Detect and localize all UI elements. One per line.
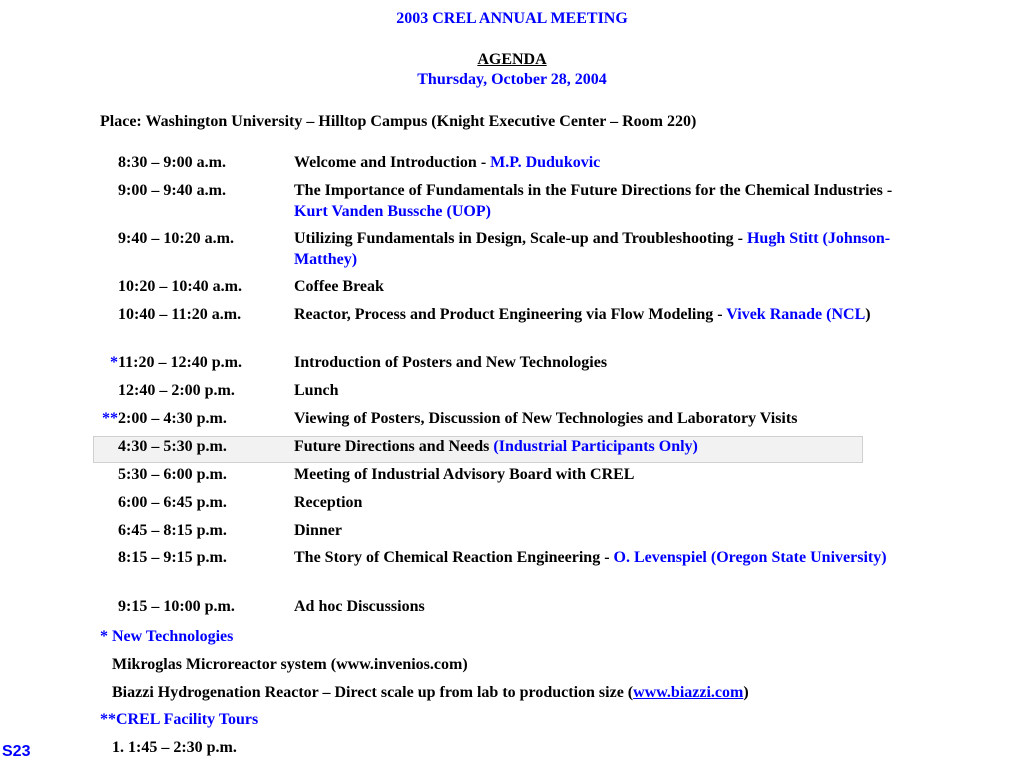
agenda-time: 5:30 – 6:00 p.m. — [118, 466, 227, 483]
agenda-time: 10:40 – 11:20 a.m. — [118, 306, 242, 323]
agenda-time: 11:20 – 12:40 p.m. — [118, 354, 242, 371]
agenda-title: Lunch — [294, 382, 339, 399]
agenda-time: 9:40 – 10:20 a.m. — [118, 230, 234, 247]
agenda-description — [294, 409, 894, 430]
agenda-title: Future Directions and Needs — [294, 438, 494, 455]
agenda-time: 9:00 – 9:40 a.m. — [118, 182, 226, 199]
agenda-description — [294, 277, 894, 298]
technology-item-text: Biazzi Hydrogenation Reactor – Direct scale up from lab to production size ( — [112, 684, 634, 701]
agenda-marker: ** — [102, 410, 118, 427]
agenda-title: The Story of Chemical Reaction Engineering - — [294, 549, 614, 566]
agenda-time: 12:40 – 2:00 p.m. — [118, 382, 235, 399]
agenda-time: 8:15 – 9:15 p.m. — [118, 549, 227, 566]
meeting-place: Place: Washington University – Hilltop Campus (Knight Executive Center – Room 220) — [100, 113, 697, 130]
agenda-label: AGENDA — [477, 51, 547, 68]
agenda-time: 4:30 – 5:30 p.m. — [118, 438, 227, 455]
agenda-title: Ad hoc Discussions — [294, 598, 425, 615]
agenda-time: 8:30 – 9:00 a.m. — [118, 154, 226, 171]
agenda-speaker: Vivek Ranade (NCL — [726, 306, 866, 323]
agenda-time: 10:20 – 10:40 a.m. — [118, 278, 242, 295]
agenda-title: Reception — [294, 494, 363, 511]
agenda-title: Coffee Break — [294, 278, 384, 295]
agenda-description — [294, 153, 894, 174]
agenda-title: Viewing of Posters, Discussion of New Technologies and Laboratory Visits — [294, 410, 798, 427]
tour-item: 1. 1:45 – 2:30 p.m. — [112, 739, 237, 756]
technology-item — [112, 684, 749, 702]
agenda-time: 6:45 – 8:15 p.m. — [118, 522, 227, 539]
agenda-speaker: Kurt Vanden Bussche (UOP) — [294, 202, 491, 220]
agenda-title: Utilizing Fundamentals in Design, Scale-up and Troubleshooting - — [294, 230, 747, 247]
facility-tours-heading: **CREL Facility Tours — [100, 711, 259, 728]
meeting-title: 2003 CREL ANNUAL MEETING — [396, 10, 628, 27]
technology-item-suffix: ) — [743, 684, 749, 701]
agenda-title: The Importance of Fundamentals in the Future Directions for the Chemical Industries - — [294, 182, 893, 199]
new-technologies-heading: * New Technologies — [100, 628, 234, 645]
agenda-description — [294, 181, 894, 222]
agenda-description — [294, 229, 894, 270]
technology-item: Mikroglas Microreactor system (www.invenios.com) — [112, 656, 468, 673]
agenda-title: Reactor, Process and Product Engineering via Flow Modeling - — [294, 306, 727, 323]
agenda-title: Meeting of Industrial Advisory Board with CREL — [294, 466, 635, 483]
agenda-speaker: M.P. Dudukovic — [490, 154, 601, 171]
agenda-description — [294, 381, 894, 402]
agenda-description — [294, 597, 894, 618]
agenda-title: Welcome and Introduction - — [294, 154, 491, 171]
agenda-speaker: O. Levenspiel (Oregon State University) — [613, 549, 887, 566]
agenda-speaker: Hugh Stitt (Johnson-Matthey) — [294, 230, 891, 268]
agenda-marker: * — [110, 354, 118, 371]
agenda-description — [294, 305, 894, 326]
biazzi-link[interactable]: www.biazzi.com — [633, 684, 744, 701]
agenda-speaker: (Industrial Participants Only) — [493, 438, 698, 455]
agenda-title: Introduction of Posters and New Technologies — [294, 354, 608, 371]
agenda-description — [294, 353, 894, 374]
slide-number: S23 — [2, 743, 31, 760]
agenda-description — [294, 493, 894, 514]
agenda-time: 6:00 – 6:45 p.m. — [118, 494, 227, 511]
agenda-suffix: ) — [865, 306, 871, 323]
agenda-time: 2:00 – 4:30 p.m. — [118, 410, 227, 427]
agenda-time: 9:15 – 10:00 p.m. — [118, 598, 235, 615]
agenda-title: Dinner — [294, 522, 342, 539]
agenda-description — [294, 521, 894, 542]
agenda-description — [294, 465, 894, 486]
agenda-description — [294, 548, 894, 569]
agenda-description — [294, 437, 894, 458]
meeting-date: Thursday, October 28, 2004 — [417, 71, 607, 88]
